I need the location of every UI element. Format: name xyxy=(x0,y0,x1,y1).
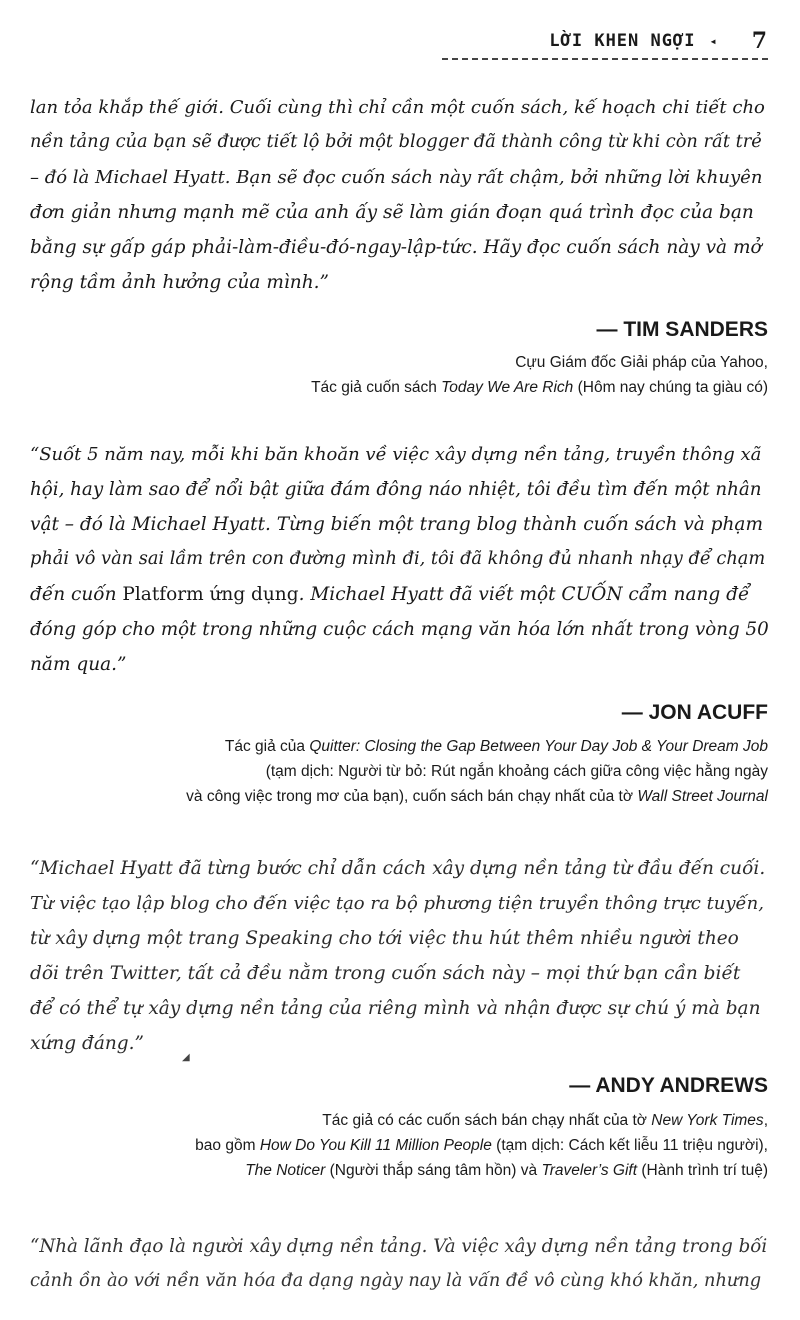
quote-line: vật – đó là Michael Hyatt. Từng biến một trang blog thành cuốn sách và phạm xyxy=(30,514,764,535)
quote-line xyxy=(30,577,770,612)
quote-line: đóng góp cho một trong những cuộc cách mạng văn hóa lớn nhất trong vòng 50 xyxy=(30,619,769,640)
quote-line: phải vô vàn sai lầm trên con đường mình đi, tôi đã không đủ nhanh nhạy để chạm xyxy=(30,549,766,569)
triangle-left-icon: ◂ xyxy=(709,34,718,48)
credential-line xyxy=(68,375,768,400)
credential-line: (tạm dịch: Người từ bỏ: Rút ngắn khoảng cách giữa công việc hằng ngày xyxy=(265,763,768,780)
credential-text: bao gồm xyxy=(195,1137,260,1154)
credential-text: (tạm dịch: Cách kết liễu 11 triệu người), xyxy=(491,1137,768,1154)
quote-line: đơn giản nhưng mạnh mẽ của anh ấy sẽ làm gián đoạn quá trình đọc của bạn xyxy=(30,202,754,223)
quote-text: . Michael Hyatt đã viết một CUỐN cẩm nang để xyxy=(298,584,750,605)
credential-text: (Hôm nay chúng ta giàu có) xyxy=(573,379,768,396)
book-title: Today We Are Rich xyxy=(441,379,574,396)
quote-line: cảnh ồn ào với nền văn hóa đa dạng ngày nay là vấn đề vô cùng khó khăn, nhưng xyxy=(30,1271,762,1291)
credential-text: Tác giả có các cuốn sách bán chạy nhất của tờ xyxy=(322,1112,652,1129)
credential-text: (Hành trình trí tuệ) xyxy=(637,1162,768,1179)
credential-line xyxy=(68,1158,768,1183)
page-number: 7 xyxy=(751,28,768,54)
author-name-andy-andrews: — ANDY ANDREWS xyxy=(569,1074,768,1097)
author-name-jon-acuff: — JON ACUFF xyxy=(621,701,768,724)
running-header xyxy=(0,26,768,56)
credential-text: Tác giả cuốn sách xyxy=(311,379,442,396)
quote-line: – đó là Michael Hyatt. Bạn sẽ đọc cuốn sách này rất chậm, bởi những lời khuyên xyxy=(30,167,763,188)
section-title: LỜI KHEN NGỢI xyxy=(549,31,696,51)
quote-line: “Suốt 5 năm nay, mỗi khi băn khoăn về việc xây dựng nền tảng, truyền thông xã xyxy=(30,444,762,465)
quote-line: Từ việc tạo lập blog cho đến việc tạo ra bộ phương tiện truyền thông trực tuyến, xyxy=(30,893,764,914)
quote-line: dõi trên Twitter, tất cả đều nằm trong cuốn sách này – mọi thứ bạn cần biết xyxy=(30,963,741,984)
quote-andy-andrews xyxy=(30,851,770,1061)
book-title: How Do You Kill 11 Million People xyxy=(259,1137,492,1154)
author-credentials-tim-sanders xyxy=(68,350,768,400)
quote-line: hội, hay làm sao để nổi bật giữa đám đông náo nhiệt, tôi đều tìm đến một nhân xyxy=(30,479,762,500)
newspaper-title: New York Times xyxy=(651,1112,764,1129)
quote-leadership xyxy=(30,1229,770,1299)
book-title: Traveler’s Gift xyxy=(541,1162,638,1179)
book-title: Quitter: Closing the Gap Between Your Day Job & Your Dream Job xyxy=(309,738,768,755)
book-title-platform: Platform ứng dụng xyxy=(122,584,299,605)
credential-text: (Người thắp sáng tâm hồn) và xyxy=(325,1162,542,1179)
print-speck: ◢ xyxy=(182,1052,190,1063)
credential-text: và công việc trong mơ của bạn), cuốn sách bán chạy nhất của tờ xyxy=(186,788,638,805)
credential-text: , xyxy=(763,1112,768,1129)
quote-line: “Michael Hyatt đã từng bước chỉ dẫn cách xây dựng nền tảng từ đầu đến cuối. xyxy=(30,858,766,879)
book-title: The Noticer xyxy=(245,1162,326,1179)
quote-line: lan tỏa khắp thế giới. Cuối cùng thì chỉ cần một cuốn sách, kế hoạch chi tiết cho xyxy=(30,97,765,118)
quote-line: để có thể tự xây dựng nền tảng của riêng mình và nhận được sự chú ý mà bạn xyxy=(30,998,761,1019)
quote-line: rộng tầm ảnh hưởng của mình.” xyxy=(30,272,329,293)
quote-line: từ xây dựng một trang Speaking cho tới việc thu hút thêm nhiều người theo xyxy=(30,928,739,949)
quote-tim-sanders xyxy=(30,90,770,300)
author-credentials-andy-andrews xyxy=(68,1108,768,1183)
credential-text: Tác giả của xyxy=(224,738,310,755)
author-credentials-jon-acuff xyxy=(68,734,768,809)
credential-line xyxy=(68,1108,768,1133)
quote-text: đến cuốn xyxy=(30,584,123,605)
quote-line: xứng đáng.” xyxy=(30,1033,144,1054)
quote-jon-acuff xyxy=(30,437,770,682)
credential-line xyxy=(68,1133,768,1158)
newspaper-title: Wall Street Journal xyxy=(637,788,768,805)
author-name-tim-sanders: — TIM SANDERS xyxy=(596,318,768,341)
quote-line: nền tảng của bạn sẽ được tiết lộ bởi một blogger đã thành công từ khi còn rất trẻ xyxy=(30,132,762,152)
quote-line: “Nhà lãnh đạo là người xây dựng nền tảng. Và việc xây dựng nền tảng trong bối xyxy=(30,1236,768,1257)
credential-line xyxy=(68,784,768,809)
quote-line: bằng sự gấp gáp phải-làm-điều-đó-ngay-lập-tức. Hãy đọc cuốn sách này và mở xyxy=(30,237,762,258)
credential-line xyxy=(68,734,768,759)
quote-line: năm qua.” xyxy=(30,654,127,675)
header-dashed-rule xyxy=(442,58,768,60)
credential-line: Cựu Giám đốc Giải pháp của Yahoo, xyxy=(515,354,768,371)
